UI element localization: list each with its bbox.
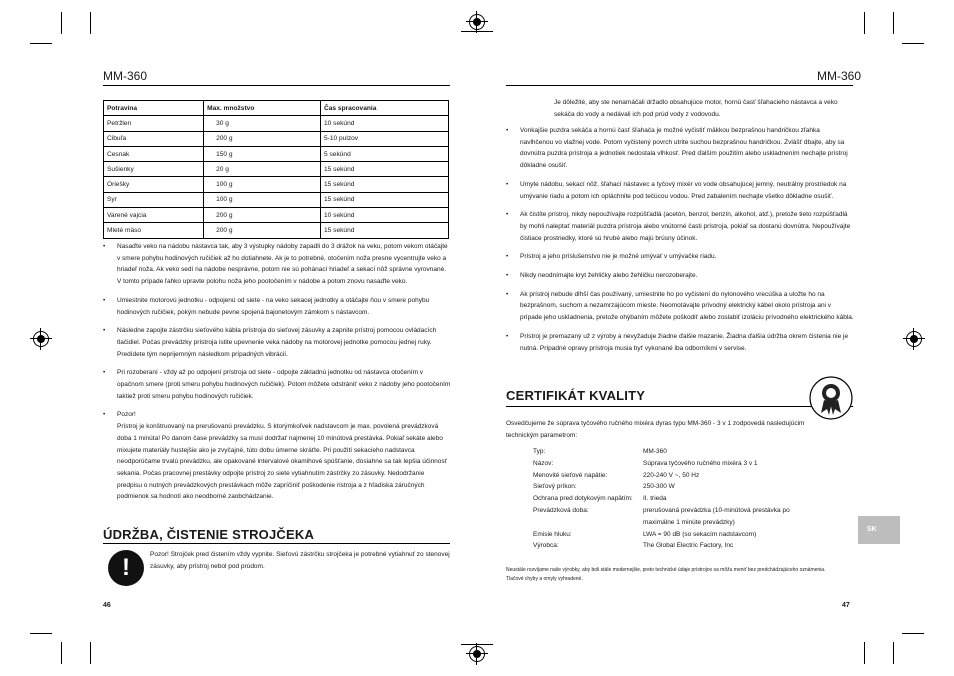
spec-key: Sieťový príkon:: [533, 483, 577, 491]
table-cell: 10 sekúnd: [320, 116, 448, 131]
left-header-rule: [103, 85, 450, 86]
spec-list: [533, 446, 790, 552]
crop-mark: [30, 633, 52, 634]
spec-value: LWA = 90 dB (so sekacím nadstavcom): [643, 530, 757, 538]
crop-mark: [864, 12, 865, 34]
table-row: [104, 146, 449, 161]
table-cell: Varené vajcia: [104, 208, 204, 223]
certificate-text: Osvedčujeme že súprava tyčového ručného mixéra dyras typu MM-360 - 3 v 1 zodpovedá nasledujúcim technickým parametrom:: [506, 420, 805, 439]
quality-medal-icon: [808, 375, 854, 421]
spec-value: 220-240 V ~, 50 Hz: [643, 471, 700, 479]
table-cell: 10 sekúnd: [320, 208, 448, 223]
spec-value: maximálne 1 minúte prevádzky): [643, 518, 735, 526]
spec-key: Prevádzková doba:: [533, 506, 589, 514]
registration-mark-icon: [469, 14, 485, 30]
list-item: • Prístroj je premazaný už z výroby a nevyžaduje žiadne ďalšie mazanie. Žiadna ďalšia údržba okrem čistenia nie je nutná. Prípadné opravy prístroja musia byť vykonané iba odborníkmi v servise.: [506, 331, 854, 354]
spec-key: Menovité sieťové napätie:: [533, 471, 608, 479]
table-cell: 200 g: [204, 223, 321, 238]
table-cell: Sušienky: [104, 162, 204, 177]
spec-value: Súprava tyčového ručného mixéra 3 v 1: [643, 459, 758, 467]
list-item: • Vonkajšie puzdra sekáča a hornú časť šľahača je možné vyčistiť mäkkou bezprašnou handričkou zľahka navlhčenou vo vlažnej vode. Potom vyčistený povrch utrite suchou bezprašnou handričkou. Zvlášť dbajte, aby sa dovnútra puzdra prístroja a jednotiek nedostala vlhkosť. Pred ďalším použitím alebo uskladnením nechajte prístroj dôkladne osušiť.: [506, 125, 854, 172]
crop-mark: [864, 642, 865, 664]
table-row: [104, 162, 449, 177]
list-item: • Umyte nádobu, sekací nôž, šľahací nástavec a tyčový mixér vo vode obsahujúcej jemný, neutrálny prostriedok na umývanie riadu a potom ich opláchnite pod tečúcou vodou. Pred zabalením nechajte všetko dôkladne osušiť.: [506, 179, 854, 202]
right-cleaning-list: [506, 125, 854, 361]
table-cell: 200 g: [204, 131, 321, 146]
spec-row: [533, 517, 790, 529]
table-row: [104, 131, 449, 146]
spec-key: Názov:: [533, 459, 554, 467]
table-cell: 5 sekúnd: [320, 146, 448, 161]
crop-mark: [902, 43, 924, 44]
certificate-rule: [506, 406, 853, 407]
spec-key: Výrobca:: [533, 542, 559, 550]
table-cell: Oriešky: [104, 177, 204, 192]
table-cell: 100 g: [204, 177, 321, 192]
table-cell: 15 sekúnd: [320, 192, 448, 207]
table-cell: 15 sekúnd: [320, 223, 448, 238]
table-cell: 30 g: [204, 116, 321, 131]
maintenance-rule: [103, 543, 450, 544]
spec-row: [533, 470, 790, 482]
registration-mark-icon: [33, 331, 49, 347]
spec-key: Ochrana pred dotykovým napätím:: [533, 495, 633, 503]
spec-value: 250-300 W: [643, 483, 675, 491]
spec-value: The Global Electric Factory, Inc: [643, 542, 734, 550]
spec-value: prerušovaná prevádzka (10-minútová prestávka po: [643, 506, 790, 514]
table-cell: 100 g: [204, 192, 321, 207]
table-header-row: [104, 101, 449, 116]
food-table: [103, 100, 449, 239]
list-item: • Pri rozoberaní - vždy až po odpojení prístroja od siete - odpojte základnú jednotku od nástavca otočením v opačnom smere (proti smeru pohybu hodinových ručičiek). Potom môžete odstrániť veko z nádoby jeho pootočením taktiež proti smeru pohybu hodinových ručičiek.: [103, 367, 451, 402]
table-cell: 5-10 pulzov: [320, 131, 448, 146]
crop-mark: [30, 43, 52, 44]
right-header-rule: [506, 85, 853, 86]
right-model-label: MM-360: [817, 69, 862, 83]
table-row: [104, 177, 449, 192]
spec-row: [533, 529, 790, 541]
spec-value: MM-360: [643, 448, 667, 455]
left-instructions-list: [103, 241, 451, 510]
table-row: [104, 116, 449, 131]
center-crop: [461, 644, 493, 645]
table-header: Max. množstvo: [204, 101, 321, 116]
intro-text: Je dôležité, aby ste nenamáčali držadlo obsahujúce motor, hornú časť šľahacieho nástavca a veko sekáča do vody a nedávali ich pod prúd vody z vodovodu.: [554, 99, 838, 118]
registration-mark-icon: [469, 646, 485, 662]
spec-row: [533, 446, 790, 458]
list-item: • Nikdy neodnímajte kryt žehličky alebo žehličku nerozoberajte.: [506, 270, 854, 282]
spec-row: [533, 458, 790, 470]
table-cell: 15 sekúnd: [320, 177, 448, 192]
page-number-right: 47: [842, 602, 850, 609]
certificate-heading: CERTIFIKÁT KVALITY: [506, 388, 646, 403]
crop-mark: [90, 642, 91, 664]
table-header: Čas spracovania: [320, 101, 448, 116]
warning-text: Pozor! Strojček pred čistením vždy vypnite. Sieťovú zástrčku strojčeka je potrebné vytiahnuť zo stenovej zásuvky, aby prístroj nebol pod prúdom.: [150, 551, 450, 570]
list-item: • Prístroj a jeho príslušenstvo nie je možné umývať v umývačke riadu.: [506, 251, 854, 263]
language-tab: SK: [858, 516, 900, 544]
warning-icon: !: [108, 550, 144, 586]
left-model-label: MM-360: [103, 69, 148, 83]
spec-row: [533, 540, 790, 552]
table-cell: 200 g: [204, 208, 321, 223]
spec-value: II. trieda: [643, 495, 667, 503]
spec-key: Emisie hluku:: [533, 530, 572, 538]
center-crop: [461, 31, 493, 32]
crop-mark: [61, 12, 62, 34]
spec-key: Typ:: [533, 448, 546, 455]
table-cell: Petržlen: [104, 116, 204, 131]
table-row: [104, 223, 449, 238]
table-header: Potravina: [104, 101, 204, 116]
spec-key: [533, 517, 643, 529]
list-item: • Nasaďte veko na nádobu nástavca tak, aby 3 výstupky nádoby zapadli do 3 drážok na veku, potom vekom otáčajte v smere pohybu hodinových ručičiek až ho dotiahnete. Ak je to potrebné, otočením noža presne vycentrujte veko a hriadeľ noža. Ak veko sedí na nádobe nesprávne, potom nie sú pohánací hriadeľ a sekací nôž správne vyrovnané. V tomto prípade ľahko upravte polohu noža jeho pootočením v nádobe a potom znovu nasaďte veko.: [103, 241, 451, 288]
spec-row: [533, 481, 790, 493]
spec-row: [533, 505, 790, 517]
crop-mark: [902, 633, 924, 634]
table-row: [104, 208, 449, 223]
table-cell: 15 sekúnd: [320, 162, 448, 177]
table-cell: 20 g: [204, 162, 321, 177]
list-item: • Pozor! Prístroj je konštruovaný na prerušovanú prevádzku. S ktorýmkoľvek nadstavcom je max. povolená prevádzková doba 1 minúta! Po danom čase prevádzky sa musí dodržať najmenej 10 minútová prestávka. Pokiaľ sekáte alebo mixujete materiály hustejšie ako je zvyčajné, túto dobu úmerne skráťte. Pri použití sekacieho nadstavca neodporúčame trvalú prevádzku, ale opakované intervalové okamihové spúšťanie, dosiahne sa tak lepšia účinnosť sekania. Počas pracovnej prestávky odpojte prístroj zo siete vytiahnutím zástrčky zo zásuvky. Nedodržanie predpisu o nutných prevádzkových prestávkach môže zapríčiniť poškodenie ristroja a z hľadiska záručných podmienok sa hodnotí ako neodborné zaobchádzanie.: [103, 409, 451, 503]
table-cell: 150 g: [204, 146, 321, 161]
table-row: [104, 192, 449, 207]
crop-mark: [893, 642, 894, 664]
maintenance-heading: ÚDRŽBA, ČISTENIE STROJČEKA: [103, 527, 315, 542]
registration-mark-icon: [906, 331, 922, 347]
list-item: • Ak prístroj nebude dlhší čas používaný, umiestnite ho po vyčistení do nylonového vrecúška a uložte ho na bezprašnom, suchom a nezamrzajúcom mieste. Neomotávajte prívodný elektrický kábel okolo prístroja ani v prípade jeho uskladnenia, pretože ohýbaním môžete poškodiť alebo zoslabiť izoláciu prívodného elektrického kábla.: [506, 289, 854, 324]
crop-mark: [61, 642, 62, 664]
table-cell: Cesnak: [104, 146, 204, 161]
spec-row: [533, 493, 790, 505]
table-cell: Cibuľa: [104, 131, 204, 146]
list-item: • Následne zapojte zástrčku sieťového kábla prístroja do sieťovej zásuvky a zapnite prístroj pomocou ovládacích tlačidiel. Počas prevádzky prístroja istite upevnenie veka nádoby na motorovej jednotke pomocou jednej ruky. Predídete tým neprijemným následkom prípadných vibrácií.: [103, 325, 451, 360]
page-number-left: 46: [103, 602, 111, 609]
table-cell: Mleté mäso: [104, 223, 204, 238]
table-cell: Syr: [104, 192, 204, 207]
list-item: • Ak čistíte prístroj, nikdy nepoužívajte rozpúšťadlá (acetón, benzol, benzín, alkohol, atď.), pretože tieto rozpúšťadlá by mohli naleptať materiál puzdra prístroja alebo vnútorné časti prístroja, pokiaľ sa dostanú dovnútra. Nepoužívajte čistiace prostriedky, ktoré sú hrubé alebo majú brúsny účinok.: [506, 209, 854, 244]
footnote: Neustále rozvíjame naše výrobky, aby boli stále modernejšie, preto technické údaje prístrojov sa môžu meniť bez predchádzajúceho oznámenia. Tlačové chyby a omyly vyhradené.: [506, 567, 826, 582]
list-item: • Umiestnite motorovú jednotku - odpojenú od siete - na veko sekacej jednotky a otáčajte ňou v smere pohybu hodinových ručičiek, pokým nebude pevne spojená bajonetovým zámkom s nástavcom.: [103, 295, 451, 318]
crop-mark: [90, 12, 91, 34]
crop-mark: [893, 12, 894, 34]
